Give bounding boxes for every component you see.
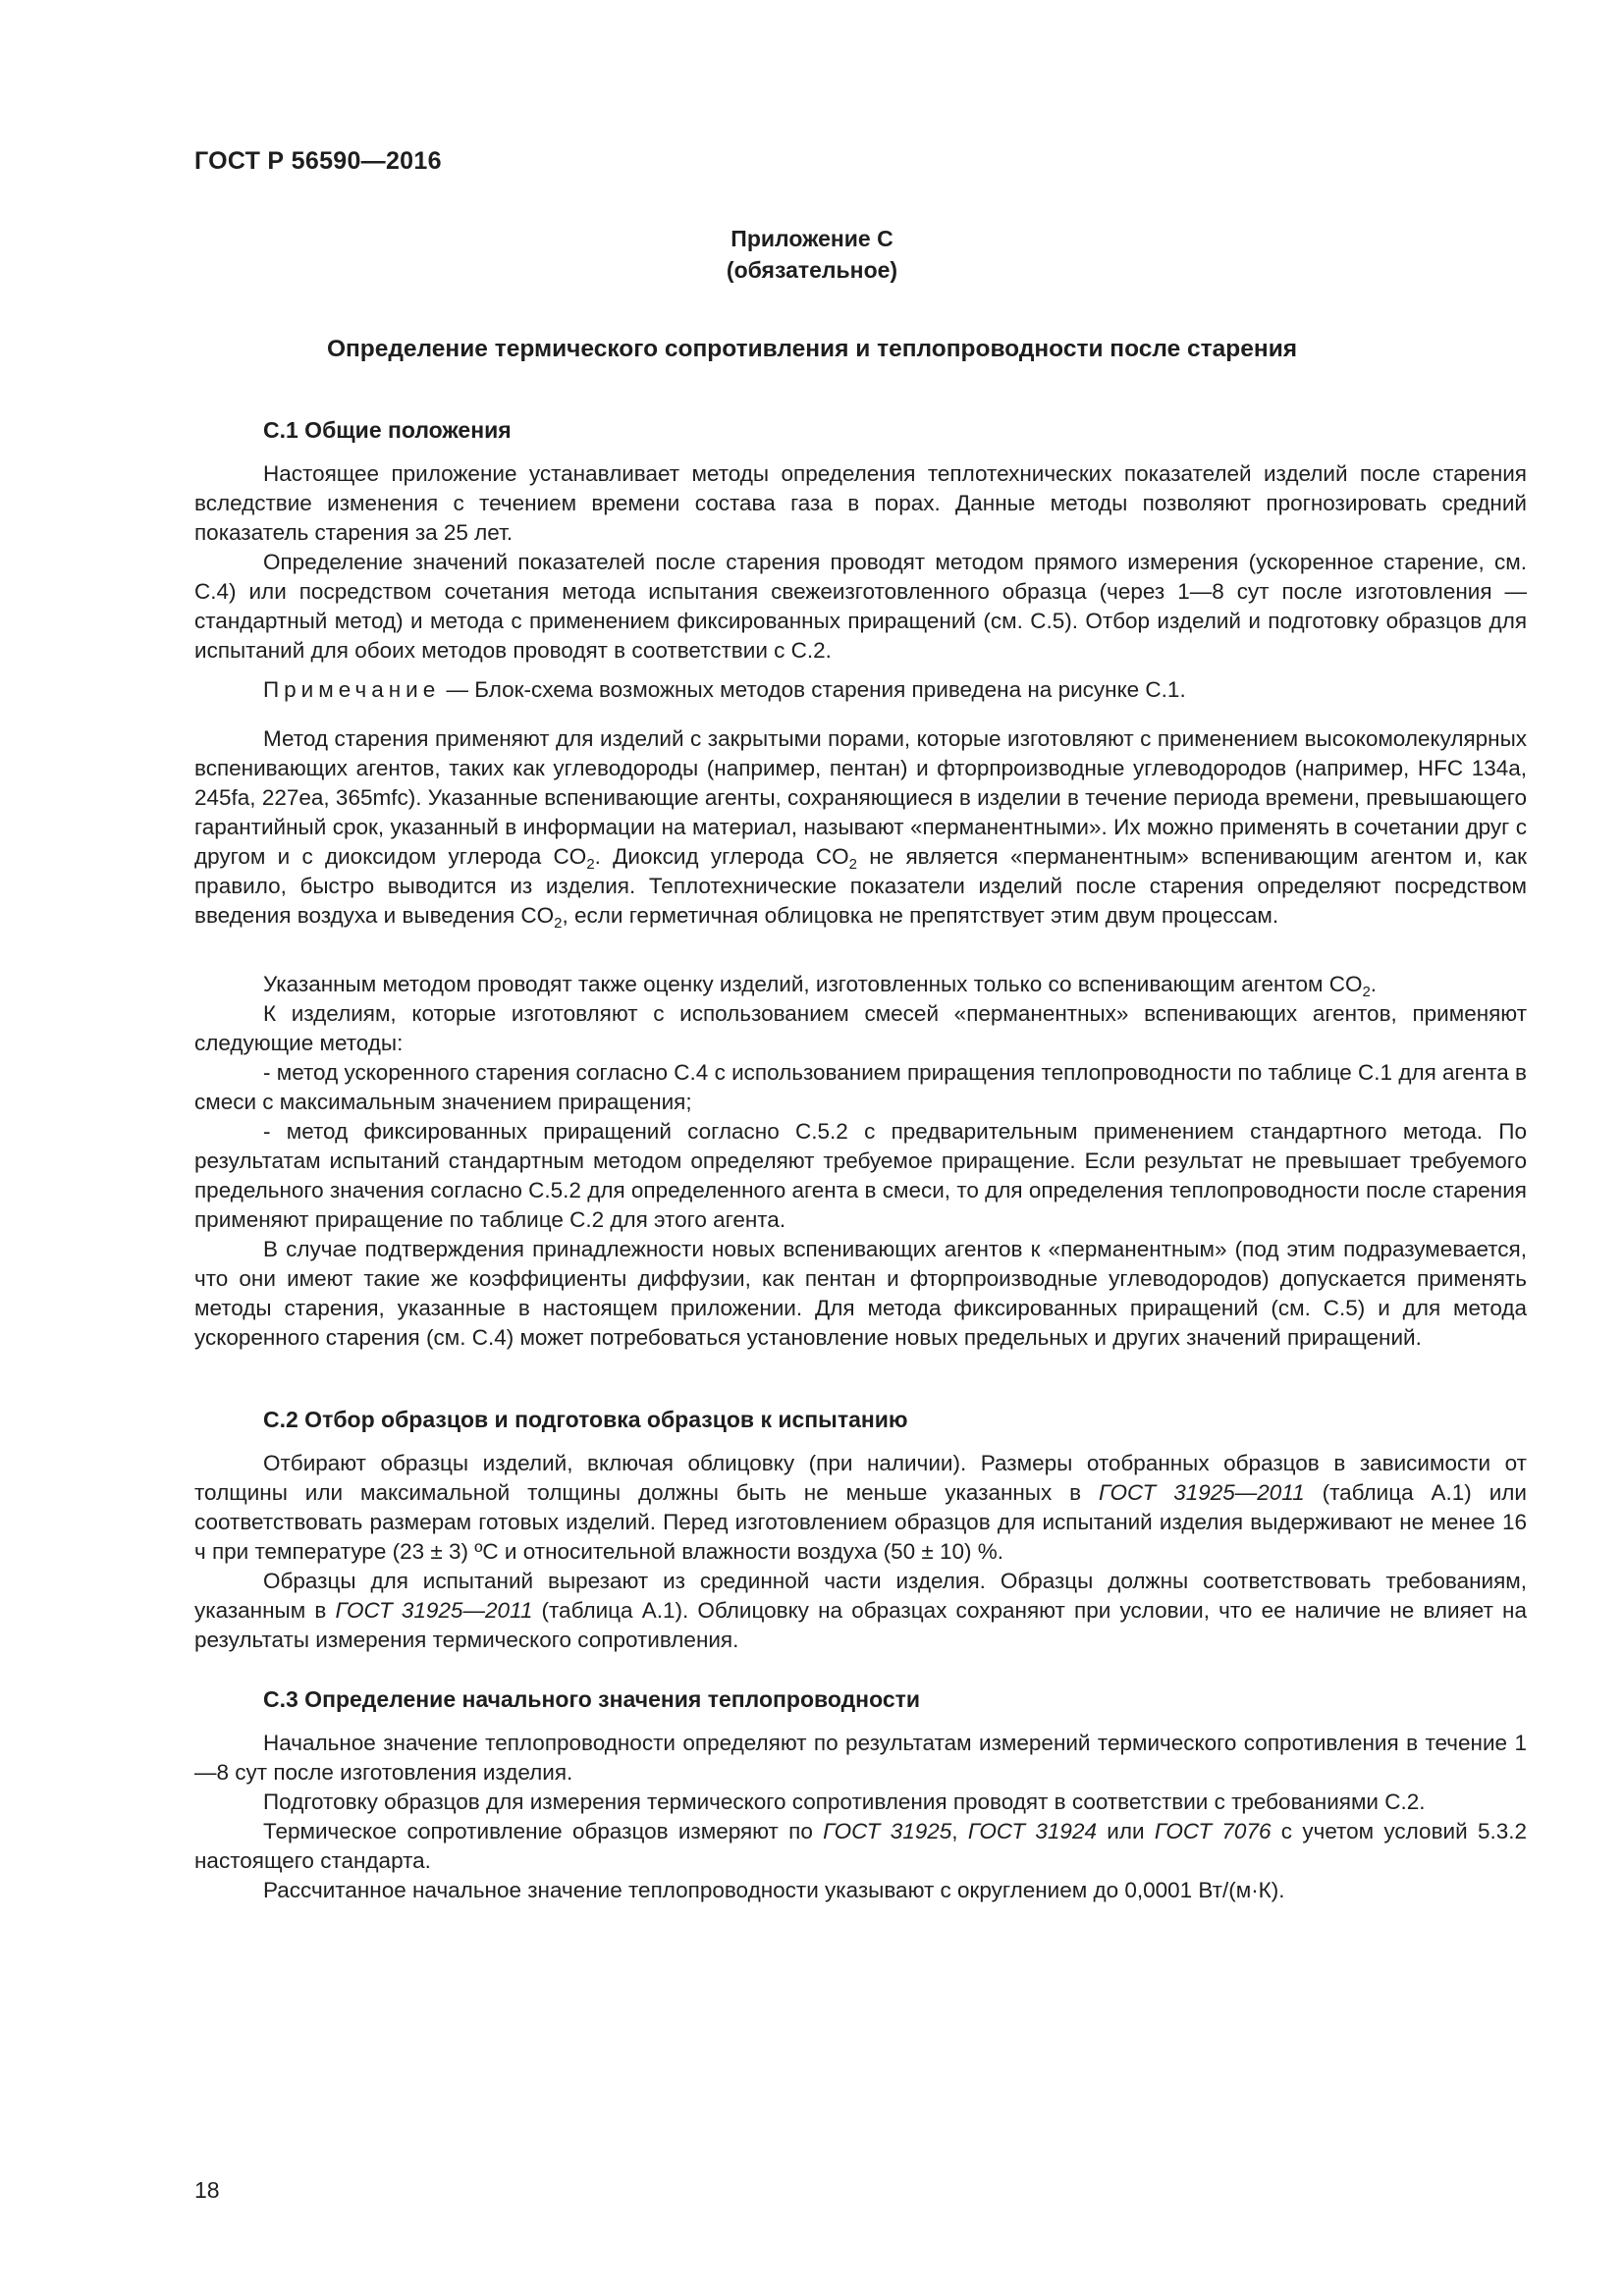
section-heading-c1: С.1 Общие положения bbox=[263, 417, 512, 443]
list-item: - метод ускоренного старения согласно С.4 с использованием приращения теплопроводности по таблице С.1 для агента в смеси с максимальным значением приращения; bbox=[194, 1060, 1527, 1114]
paragraph: Подготовку образцов для измерения термического сопротивления проводят в соответствии с требованиями С.2. bbox=[263, 1789, 1426, 1814]
subscript: 2 bbox=[586, 856, 595, 873]
text-run: , bbox=[951, 1819, 968, 1843]
standard-reference: ГОСТ 31925—2011 bbox=[335, 1598, 533, 1623]
paragraph: Настоящее приложение устанавливает методы определения теплотехнических показателей изделий после старения вследствие изменения с течением времени состава газа в порах. Данные методы позволяют прогнозировать средний показатель старения за 25 лет. bbox=[194, 461, 1527, 545]
note-label: Примечание bbox=[263, 677, 441, 702]
paragraph: Рассчитанное начальное значение теплопроводности указывают с округлением до 0,0001 Вт/(м·К). bbox=[263, 1878, 1285, 1902]
standard-reference: ГОСТ 7076 bbox=[1154, 1819, 1272, 1843]
text-run: или bbox=[1096, 1819, 1155, 1843]
text-run: . bbox=[1370, 972, 1378, 996]
subscript: 2 bbox=[554, 915, 563, 932]
document-title: Определение термического сопротивления и теплопроводности после старения bbox=[326, 336, 1298, 362]
standard-reference: ГОСТ 31925 bbox=[823, 1819, 952, 1843]
paragraph bbox=[194, 1449, 1527, 1567]
paragraph: Начальное значение теплопроводности определяют по результатам измерений термического сопротивления в течение 1—8 сут после изготовления изделия. bbox=[194, 1731, 1527, 1785]
paragraph: Определение значений показателей после старения проводят методом прямого измерения (ускоренное старение, см. С.4) или посредством сочетания метода испытания свежеизготовленного образца (через 1—8 сут после изготовления — стандартный метод) и метода с применением фиксированных приращений (см. С.5). Отбор изделий и подготовку образцов для испытаний для обоих методов проводят в соответствии с С.2. bbox=[194, 550, 1527, 663]
section-heading-c2: С.2 Отбор образцов и подготовка образцов к испытанию bbox=[263, 1407, 908, 1432]
paragraph bbox=[194, 1567, 1527, 1655]
text-run: , если герметичная облицовка не препятствует этим двум процессам. bbox=[562, 903, 1279, 928]
paragraph bbox=[194, 970, 1527, 999]
text-run: . Диоксид углерода CO bbox=[594, 844, 849, 869]
text-run: (таблица А.1) или соответствовать размерам готовых изделий. Перед изготовлением образцов для испытаний изделия выдерживают не менее 16 ч при температуре (23 ± 3) ºС и относительной влажности воздуха (50 ± 10) %. bbox=[194, 1480, 1527, 1564]
text-run: Отбирают образцы изделий, включая облицовку (при наличии). Размеры отобранных образцов в зависимости от толщины или максимальной толщины должны быть не меньше указанных в bbox=[194, 1451, 1527, 1505]
paragraph: В случае подтверждения принадлежности новых вспенивающих агентов к «перманентным» (под этим подразумевается, что они имеют такие же коэффициенты диффузии, как пентан и фторпроизводные углеводородов) допускается применять методы старения, указанные в настоящем приложении. Для метода фиксированных приращений (см. С.5) и для метода ускоренного старения (см. С.4) может потребоваться установление новых предельных и других значений приращений. bbox=[194, 1237, 1527, 1350]
paragraph bbox=[194, 724, 1527, 931]
text-run: не является «перманентным» вспенивающим агентом и, как правило, быстро выводится из изделия. Теплотехнические показатели изделий после старения определяют посредством введения воздуха и выведения CO bbox=[194, 844, 1527, 928]
standard-reference: ГОСТ 31925—2011 bbox=[1099, 1480, 1305, 1505]
paragraph bbox=[194, 1817, 1527, 1876]
text-run: Метод старения применяют для изделий с закрытыми порами, которые изготовляют с применением высокомолекулярных вспенивающих агентов, таких как углеводороды (например, пентан) и фторпроизводные углеводородов (например, HFC 134a, 245fa, 227ea, 365mfc). Указанные вспенивающие агенты, сохраняющиеся в изделии в течение периода времени, превышающего гарантийный срок, указанный в информации на материал, называют «перманентными». Их можно применять в сочетании друг с другом и с диоксидом углерода CO bbox=[194, 726, 1527, 869]
appendix-title: Приложение С bbox=[731, 226, 893, 251]
text-run: Указанным методом проводят также оценку изделий, изготовленных только со вспенивающим агентом CO bbox=[263, 972, 1363, 996]
note-text: — Блок-схема возможных методов старения приведена на рисунке С.1. bbox=[440, 677, 1186, 702]
list-item: - метод фиксированных приращений согласно С.5.2 с предварительным применением стандартного метода. По результатам испытаний стандартным методом определяют требуемое приращение. Если результат не превышает требуемого предельного значения согласно С.5.2 для определенного агента в смеси, то для определения теплопроводности после старения применяют приращение по таблице С.2 для этого агента. bbox=[194, 1119, 1527, 1232]
paragraph: К изделиям, которые изготовляют с использованием смесей «перманентных» вспенивающих агентов, применяют следующие методы: bbox=[194, 1001, 1527, 1055]
note bbox=[194, 675, 1527, 705]
subscript: 2 bbox=[1362, 984, 1371, 1000]
section-heading-c3: С.3 Определение начального значения теплопроводности bbox=[263, 1686, 921, 1712]
document-code: ГОСТ Р 56590—2016 bbox=[194, 147, 442, 175]
text-run: Образцы для испытаний вырезают из срединной части изделия. Образцы должны соответствовать требованиям, указанным в bbox=[194, 1569, 1527, 1623]
page-number: 18 bbox=[194, 2177, 220, 2203]
standard-reference: ГОСТ 31924 bbox=[967, 1819, 1097, 1843]
text-run: (таблица А.1). Облицовку на образцах сохраняют при условии, что ее наличие не влияет на результаты измерения термического сопротивления. bbox=[194, 1598, 1527, 1652]
subscript: 2 bbox=[848, 856, 857, 873]
text-run: Термическое сопротивление образцов измеряют по bbox=[263, 1819, 824, 1843]
appendix-status: (обязательное) bbox=[726, 257, 898, 283]
text-run: с учетом условий 5.3.2 настоящего стандарта. bbox=[194, 1819, 1528, 1873]
